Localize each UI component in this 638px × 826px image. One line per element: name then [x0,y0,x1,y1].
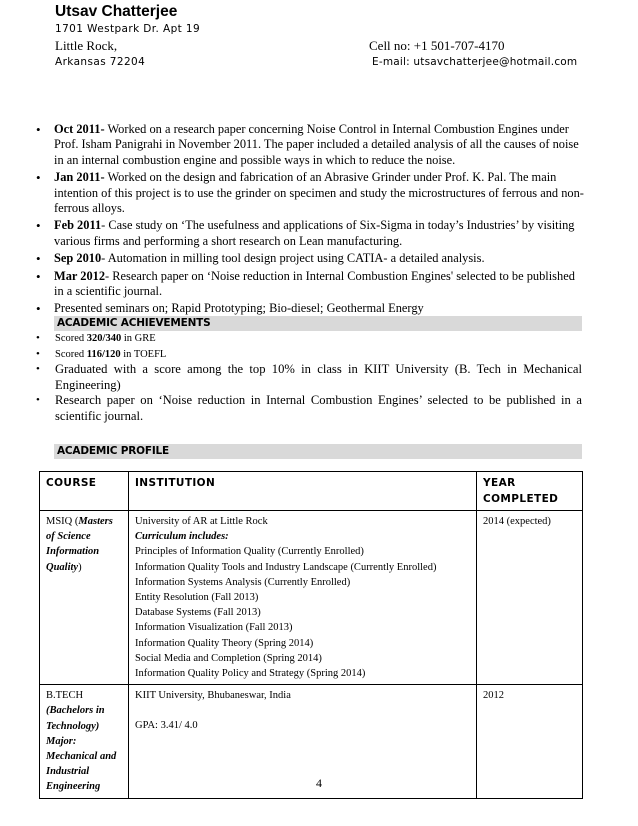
header-institution: INSTITUTION [129,472,477,511]
achievement-item: • Scored 320/340 in GRE [36,331,582,347]
header-year: YEAR COMPLETED [477,472,583,511]
page-number: 4 [316,776,322,790]
project-item: • Feb 2011- Case study on ‘The usefulness and applications of Six-Sigma in today’s Industries’ by visiting various firms and performing a short research on Lean manufacturing. [36,218,586,249]
resume-name: Utsav Chatterjee [55,3,178,20]
state-zip: Arkansas 72204 [55,56,146,68]
course-cell: B.TECH (Bachelors in Technology) Major: Mechanical and Industrial Engineering [40,685,129,798]
project-list [36,122,586,319]
header-course: COURSE [40,472,129,511]
project-item: • Oct 2011- Worked on a research paper concerning Noise Control in Internal Combustion Engines under Prof. Isham Panigrahi in November 2011. The paper included a detailed analysis of all the causes of noise in an internal combustion engine and possible ways in which to reduce the noise. [36,122,586,168]
achievement-item: • Research paper on ‘Noise reduction in Internal Combustion Engines’ selected to be published in a scientific journal. [36,393,582,424]
achievements-list [36,331,582,425]
achievement-item: • Scored 116/120 in TOEFL [36,347,582,363]
project-item: • Presented seminars on; Rapid Prototyping; Bio-diesel; Geothermal Energy [36,301,586,316]
project-item: • Sep 2010- Automation in milling tool design project using CATIA- a detailed analysis. [36,251,586,266]
year-cell: 2012 [477,685,583,798]
table-row [40,511,583,685]
course-cell: MSIQ (Masters of Science Information Quality) [40,511,129,685]
section-heading-achievements: ACADEMIC ACHIEVEMENTS [54,316,582,331]
table-header-row [40,472,583,511]
institution-cell: University of AR at Little Rock Curriculum includes: Principles of Information Quality (Currently Enrolled) Information Quality Tools and Industry Landscape (Currently Enrolled) Information Systems Analysis (Currently Enrolled) Entity Resolution (Fall 2013) Database Systems (Fall 2013) Information Visualization (Fall 2013) Information Quality Theory (Spring 2014) Social Media and Completion (Spring 2014) Information Quality Policy and Strategy (Spring 2014) [129,511,477,685]
year-cell: 2014 (expected) [477,511,583,685]
project-item: • Jan 2011- Worked on the design and fabrication of an Abrasive Grinder under Prof. K. Pal. The main intention of this project is to use the grinder on specimen and study the microstructures of ferrous and non-ferrous alloys. [36,170,586,216]
email-address: E-mail: utsavchatterjee@hotmail.com [372,56,578,68]
address-line: 1701 Westpark Dr. Apt 19 [55,23,201,35]
institution-cell: KIIT University, Bhubaneswar, India GPA: 3.41/ 4.0 [129,685,477,798]
project-item: • Mar 2012- Research paper on ‘Noise reduction in Internal Combustion Engines' selected to be published in a scientific journal. [36,269,586,300]
section-heading-profile: ACADEMIC PROFILE [54,444,582,459]
cell-number: Cell no: +1 501-707-4170 [369,38,505,53]
academic-profile-table [39,471,583,799]
achievement-item: • Graduated with a score among the top 10% in class in KIIT University (B. Tech in Mechanical Engineering) [36,362,582,393]
city-line: Little Rock, [55,38,118,53]
